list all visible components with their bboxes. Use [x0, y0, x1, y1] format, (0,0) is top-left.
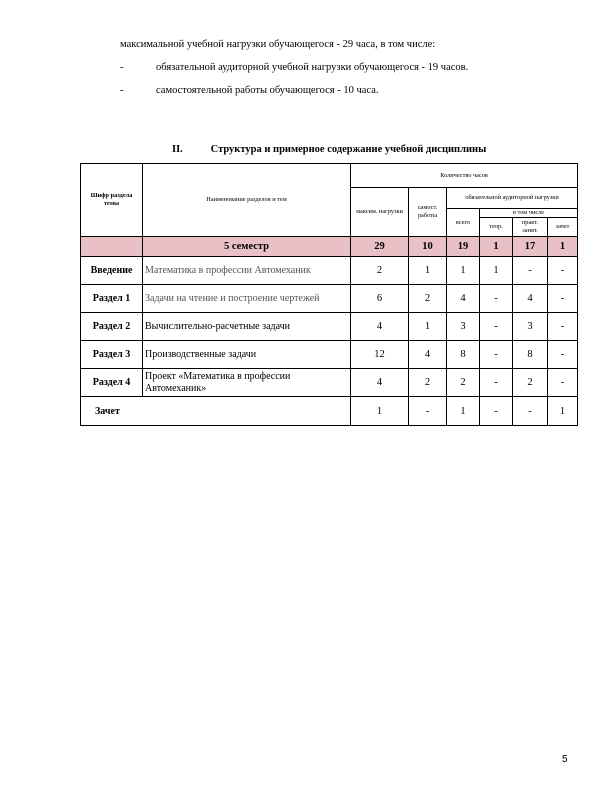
header-credit: зачет	[548, 218, 578, 237]
row-value: 2	[351, 257, 409, 285]
semester-value: 1	[480, 237, 513, 257]
row-value: 1	[447, 257, 480, 285]
list-dash: -	[120, 85, 124, 96]
total-value: 1	[548, 397, 578, 426]
row-value: 3	[513, 313, 548, 341]
row-code: Раздел 3	[81, 341, 143, 369]
intro-text	[120, 38, 540, 98]
page-number: 5	[562, 754, 568, 765]
row-value: -	[548, 341, 578, 369]
semester-label: 5 семестр	[143, 237, 351, 257]
row-value: 4	[513, 285, 548, 313]
row-value: 1	[480, 257, 513, 285]
total-value: -	[513, 397, 548, 426]
semester-value: 19	[447, 237, 480, 257]
row-value: -	[480, 341, 513, 369]
header-max-load: максим. нагрузки	[351, 188, 409, 237]
row-value: 3	[447, 313, 480, 341]
semester-value: 29	[351, 237, 409, 257]
course-structure-table	[80, 163, 578, 426]
row-value: 2	[447, 369, 480, 397]
row-name: Производственные задачи	[143, 341, 351, 369]
row-value: -	[480, 369, 513, 397]
list-item	[120, 61, 540, 75]
row-value: -	[548, 257, 578, 285]
row-name: Проект «Математика в профессии Автомеханик»	[143, 369, 351, 397]
total-value: 1	[351, 397, 409, 426]
list-item-text: обязательной аудиторной учебной нагрузки обучающегося - 19 часов.	[156, 62, 469, 73]
table-row	[81, 313, 578, 341]
table-row	[81, 369, 578, 397]
header-code: Шифр раздела темы	[81, 164, 143, 237]
section-title: Структура и примерное содержание учебной дисциплины	[210, 144, 487, 155]
row-value: 8	[513, 341, 548, 369]
row-value: 1	[409, 257, 447, 285]
semester-value: 1	[548, 237, 578, 257]
row-value: 4	[351, 369, 409, 397]
table-row	[81, 285, 578, 313]
section-heading	[172, 144, 552, 155]
semester-row	[81, 237, 578, 257]
row-value: 2	[513, 369, 548, 397]
semester-value: 17	[513, 237, 548, 257]
row-value: 8	[447, 341, 480, 369]
total-value: 1	[447, 397, 480, 426]
row-name: Вычислительно-расчетные задачи	[143, 313, 351, 341]
header-total: всего	[447, 209, 480, 237]
list-item	[120, 84, 540, 98]
total-label: Зачет	[81, 397, 351, 426]
table-row	[81, 257, 578, 285]
semester-value: 10	[409, 237, 447, 257]
header-practical: практ. занят.	[513, 218, 548, 237]
row-value: -	[548, 285, 578, 313]
total-row	[81, 397, 578, 426]
row-name: Задачи на чтение и построение чертежей	[143, 285, 351, 313]
row-value: 4	[409, 341, 447, 369]
section-number: II.	[172, 144, 183, 155]
header-theory: теор.	[480, 218, 513, 237]
row-code: Раздел 1	[81, 285, 143, 313]
header-mandatory-group: обязательной аудиторной нагрузки	[447, 188, 578, 209]
row-code: Раздел 4	[81, 369, 143, 397]
row-value: 12	[351, 341, 409, 369]
list-item-text: самостоятельной работы обучающегося - 10 часа.	[156, 85, 379, 96]
total-value: -	[480, 397, 513, 426]
total-value: -	[409, 397, 447, 426]
row-value: -	[548, 369, 578, 397]
row-value: 2	[409, 369, 447, 397]
row-value: 4	[447, 285, 480, 313]
table-row	[81, 341, 578, 369]
row-value: 2	[409, 285, 447, 313]
row-value: -	[548, 313, 578, 341]
header-name: Наименование разделов и тем	[143, 164, 351, 237]
header-including: в том числе	[480, 209, 578, 218]
row-name: Математика в профессии Автомеханик	[143, 257, 351, 285]
row-value: -	[480, 285, 513, 313]
header-self-work: самост. работы	[409, 188, 447, 237]
row-value: 6	[351, 285, 409, 313]
row-code: Введение	[81, 257, 143, 285]
list-dash: -	[120, 62, 124, 73]
row-value: -	[513, 257, 548, 285]
intro-line: максимальной учебной нагрузки обучающегося - 29 часа, в том числе:	[120, 39, 436, 50]
row-value: -	[480, 313, 513, 341]
semester-code-cell	[81, 237, 143, 257]
header-hours-group: Количество часов	[351, 164, 578, 188]
row-value: 1	[409, 313, 447, 341]
row-value: 4	[351, 313, 409, 341]
row-code: Раздел 2	[81, 313, 143, 341]
